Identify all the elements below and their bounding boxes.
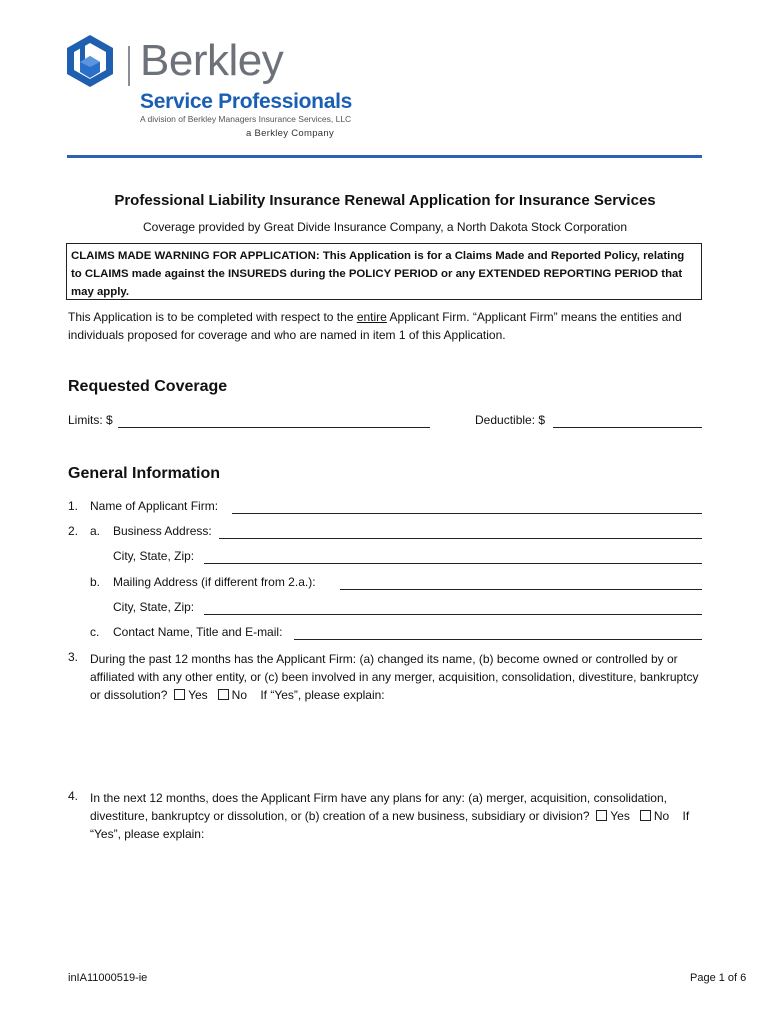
berkley-logo-icon [66, 34, 114, 88]
brand-name: Berkley [140, 36, 284, 85]
general-information-heading: General Information [68, 465, 221, 482]
limits-label: Limits: $ [68, 413, 113, 427]
page-title: Professional Liability Insurance Renewal Application for Insurance Services [114, 192, 656, 209]
brand-subtitle: Service Professionals [140, 90, 352, 113]
q3-question [90, 650, 705, 704]
q2a-letter: a. [90, 524, 101, 538]
q3-no-label: No [231, 688, 247, 702]
deductible-label: Deductible: $ [475, 413, 546, 427]
q2-number: 2. [68, 524, 79, 538]
q2c-letter: c. [90, 625, 100, 639]
claims-made-warning: CLAIMS MADE WARNING FOR APPLICATION: This Application is for a Claims Made and Reported Policy, relating to CLAIMS made against the INSUREDS during the POLICY PERIOD or any EXTENDED REPORTING PERIOD that may apply. [66, 243, 702, 300]
brand-division: A division of Berkley Managers Insurance Services, LLC [140, 114, 352, 124]
q1-label: Name of Applicant Firm: [90, 499, 219, 513]
q2b-label: Mailing Address (if different from 2.a.): [113, 575, 316, 589]
q4-explain-label: If “Yes”, please explain: [90, 809, 690, 841]
business-city-state-zip-field[interactable] [204, 549, 702, 564]
q2b-letter: b. [90, 575, 101, 589]
q3-text: During the past 12 months has the Applicant Firm: (a) changed its name, (b) become owned or controlled by or affiliated with any other entity, or (c) been involved in any merger, acquisition, consolidation, divestiture, bankruptcy or dissolution? [90, 652, 699, 702]
contact-field[interactable] [294, 625, 702, 640]
q4-question [90, 789, 690, 843]
limits-field[interactable] [118, 413, 430, 428]
intro-text-before: This Application is to be completed with respect to the [68, 310, 357, 324]
header-rule [67, 155, 702, 158]
q4-yes-checkbox[interactable] [596, 810, 607, 821]
page-number: Page 1 of 6 [690, 972, 747, 984]
intro-text-after: Applicant Firm. “Applicant Firm” means the entities and individuals proposed for coverage and who are named in item 1 of this Application. [68, 310, 682, 342]
form-id: inIA11000519-ie [68, 972, 148, 984]
applicant-firm-name-field[interactable] [232, 499, 702, 514]
q2c-label: Contact Name, Title and E-mail: [113, 625, 283, 639]
q3-yes-label: Yes [188, 688, 208, 702]
q3-explain-label: If “Yes”, please explain: [260, 688, 385, 702]
q2a-label: Business Address: [113, 524, 212, 538]
q1-number: 1. [68, 499, 79, 513]
deductible-field[interactable] [553, 413, 702, 428]
intro-paragraph [68, 308, 704, 344]
intro-underlined: entire [356, 310, 387, 324]
logo-divider [128, 46, 130, 86]
requested-coverage-heading: Requested Coverage [68, 378, 228, 395]
q3-yes-checkbox[interactable] [174, 689, 185, 700]
q4-yes-label: Yes [610, 809, 630, 823]
mailing-address-field[interactable] [340, 575, 702, 590]
q3-explain-area[interactable] [90, 712, 702, 782]
q3-no-checkbox[interactable] [218, 689, 229, 700]
brand-company: a Berkley Company [246, 128, 334, 139]
q4-number: 4. [68, 789, 79, 803]
q2b-city-label: City, State, Zip: [113, 600, 195, 614]
page-subtitle: Coverage provided by Great Divide Insurance Company, a North Dakota Stock Corporation [142, 220, 628, 234]
mailing-city-state-zip-field[interactable] [204, 600, 702, 615]
q4-explain-area[interactable] [90, 850, 702, 950]
q3-number: 3. [68, 650, 79, 664]
business-address-field[interactable] [219, 524, 702, 539]
q2a-city-label: City, State, Zip: [113, 549, 195, 563]
q4-no-checkbox[interactable] [640, 810, 651, 821]
q4-text: In the next 12 months, does the Applicant Firm have any plans for any: (a) merger, acquisition, consolidation, divestiture, bankruptcy or dissolution, or (b) creation of a new business, subsidiary or division? [90, 791, 667, 823]
q4-no-label: No [653, 809, 670, 823]
